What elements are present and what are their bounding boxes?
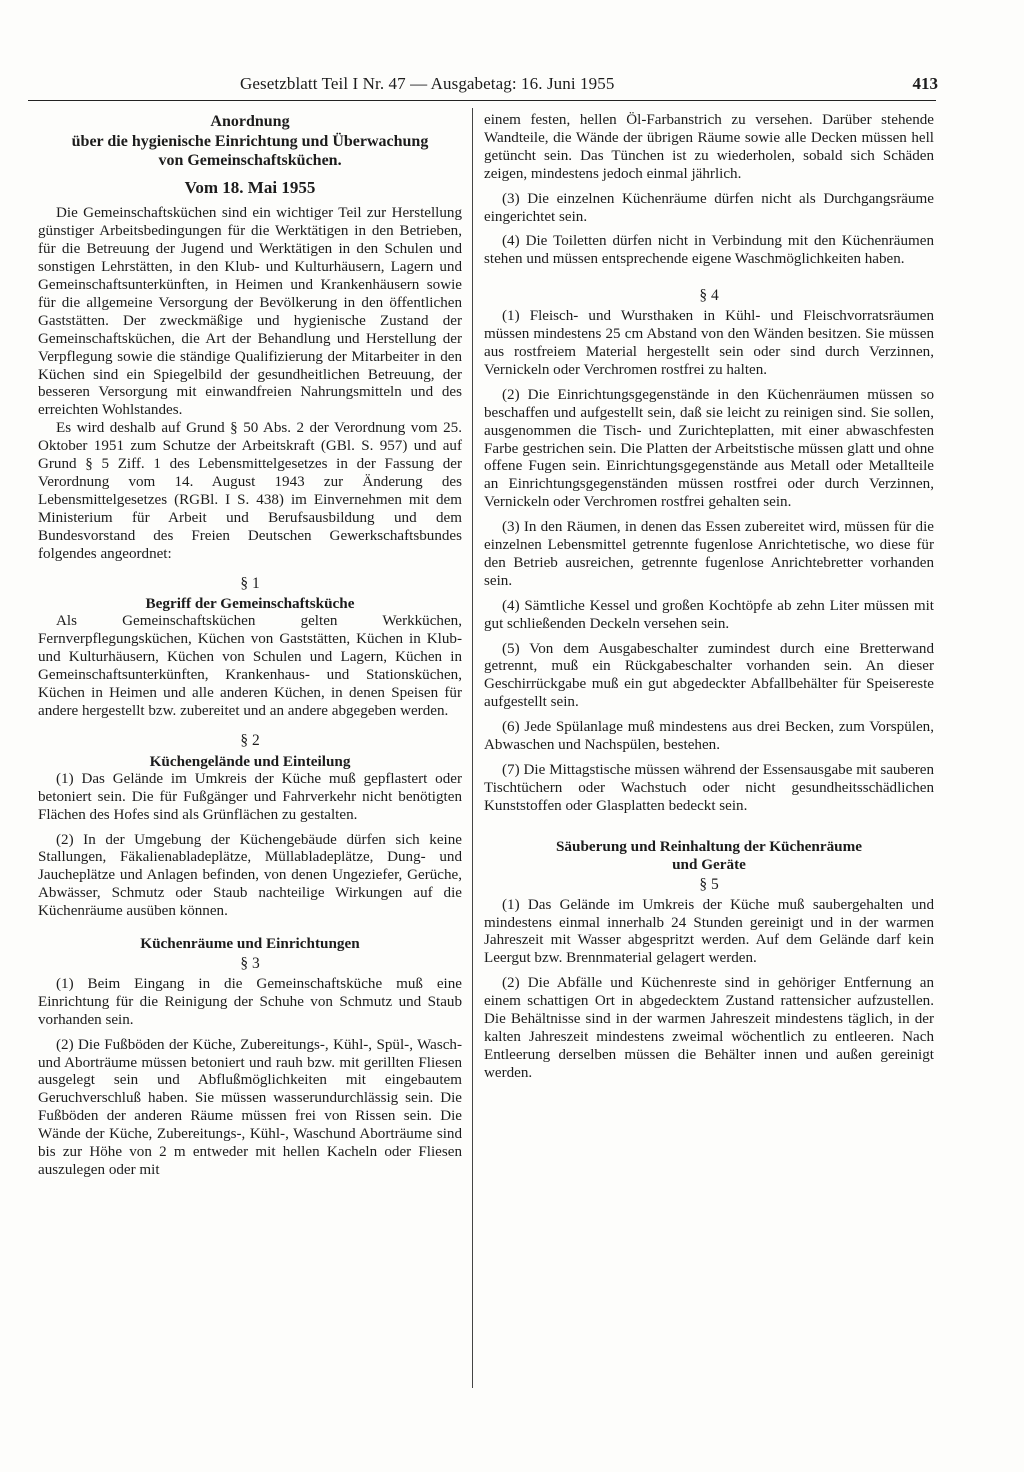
document-title-line-3: von Gemeinschaftsküchen.: [158, 152, 342, 169]
section-4-paragraph-7: (7) Die Mittagstische müssen während der Essensausgabe mit sauberen Tischtüchern oder Wachstuch oder nicht gesundheitsschädlichen Kunststoffen oder Glasplatten bedeckt sein.: [484, 762, 934, 814]
section-2-paragraph-1: (1) Das Gelände im Umkreis der Küche muß gepflastert oder betoniert sein. Die für Fußgänger und Fahrverkehr nicht benötigten Flächen des Hofes sind als Grünflächen zu gestalten.: [38, 770, 462, 823]
section-4-paragraph-4: (4) Sämtliche Kessel und großen Kochtöpfe ab zehn Liter müssen mit gut schließenden Deckeln versehen sein.: [484, 597, 934, 632]
section-2-paragraph-2: (2) In der Umgebung der Küchengebäude dürfen sich keine Stallungen, Fäkalienabladeplätze, Müllabladeplätze, Dung- und Jaucheplätze und Anlagen befinden, von denen Ungeziefer, Gerüche, Abwässer, Schmutz oder Staub nachteilige Wirkungen auf die Küchenräume ausüben können.: [38, 831, 462, 920]
section-1-number: § 1: [240, 574, 260, 592]
section-2-heading: Küchengelände und Einteilung: [149, 752, 351, 770]
section-4-number: § 4: [699, 287, 719, 305]
preamble-paragraph-2: Es wird deshalb auf Grund § 50 Abs. 2 der Verordnung vom 25. Oktober 1951 zum Schutze der Arbeitskraft (GBl. S. 957) und auf Grund § 5 Ziff. 1 des Lebensmittelgesetzes in der Fassung der Verordnung vom 14. August 1943 zur Änderung des Lebensmittelgesetzes (RGBl. I S. 438) im Einvernehmen mit dem Ministerium für Arbeit und Berufsausbildung und dem Bundesvorstand des Freien Deutschen Gewerkschaftsbundes folgendes angeordnet:: [38, 420, 462, 562]
section-3-number: § 3: [240, 955, 260, 973]
left-column: [38, 112, 462, 1180]
page-number: 413: [912, 74, 938, 93]
section-3-heading: Küchenräume und Einrichtungen: [140, 935, 360, 953]
page-header: [28, 76, 936, 101]
section-4-paragraph-5: (5) Von dem Ausgabeschalter zumindest durch eine Bretterwand getrennt, muß ein Rückgabeschalter vorhanden sein. An dieser Geschirrückgabe muß ein gut abgedeckter Abfallbehälter für Speisereste aufgestellt sein.: [484, 640, 934, 711]
section-spacer: [484, 816, 934, 826]
section-3-paragraph-4: (4) Die Toiletten dürfen nicht in Verbindung mit den Küchenräumen stehen und müssen entsprechende eigene Waschmöglichkeiten haben.: [484, 233, 934, 268]
section-3-paragraph-3: (3) Die einzelnen Küchenräume dürfen nicht als Durchgangsräume eingerichtet sein.: [484, 190, 934, 225]
column-divider: [472, 108, 473, 1388]
section-3-paragraph-2: (2) Die Fußböden der Küche, Zubereitungs-, Kühl-, Spül-, Wasch- und Aborträume müssen betoniert und rauh bzw. mit gerillten Fliesen ausgelegt sein und Abflußmöglichkeiten mit eingebautem Geruchverschluß haben. Sie müssen wasserundurchlässig sein. Die Fußböden der anderen Räume müssen frei von Rissen sein. Die Wände der Küche, Zubereitungs-, Kühl-, Waschund Aborträume sind bis zur Höhe von 2 m entweder mit hellen Kacheln oder Fliesen auszulegen oder mit: [38, 1036, 462, 1178]
section-5-paragraph-1: (1) Das Gelände im Umkreis der Küche muß saubergehalten und mindestens einmal innerhalb 24 Stunden gereinigt und in der warmen Jahreszeit mit Wasser abgespritzt werden. Auf dem Gelände darf kein Leergut bzw. Brennmaterial gelagert werden.: [484, 896, 934, 967]
right-column: [484, 112, 934, 1083]
section-1-heading: Begriff der Gemeinschaftsküche: [145, 595, 355, 613]
section-5-heading-line-2: und Geräte: [672, 855, 746, 873]
section-5-number: § 5: [699, 875, 719, 893]
section-4-paragraph-3: (3) In den Räumen, in denen das Essen zubereitet wird, müssen für die einzelnen Lebensmittel getrennte fugenlose Anrichtetische, wo diese für den Betrieb ausreichen, getrennte fugenlose Anrichtebretter vorhanden sein.: [484, 519, 934, 589]
section-1-text: Als Gemeinschaftsküchen gelten Werkküchen, Fernverpflegungsküchen, Küchen von Gaststätten, Küchen in Klub- und Kulturhäusern, Küchen von Schulen und Lagern, Küchen in Gemeinschaftsunterkünften, Krankenhaus- und Stationsküchen, Küchen in Heimen und alle anderen Küchen, in denen Speisen für andere hergestellt bzw. zubereitet und an andere abgegeben werden.: [38, 613, 462, 719]
section-4-paragraph-2: (2) Die Einrichtungsgegenstände in den Küchenräumen müssen so beschaffen und aufgestellt sein, daß sie leicht zu reinigen sind. Sie sollen, ausgenommen die Tisch- und Zurichteplatten, mit einer abwaschfesten Farbe gestrichen sein. Die Platten der Arbeitstische müssen glatt und ohne offene Fugen sein. Einrichtungsgegenstände aus Metall oder Metallteile an Einrichtungsgegenständen müssen rostfrei oder durch Verzinnen, Vernickeln oder Verchromen rostfrei gehalten sein.: [484, 386, 934, 511]
header-title: Gesetzblatt Teil I Nr. 47 — Ausgabetag: 16. Juni 1955: [240, 74, 615, 93]
section-3-paragraph-2-continued: einem festen, hellen Öl-Farbanstrich zu versehen. Darüber stehende Wandteile, die Wände der übrigen Räume sowie alle Decken müssen hell getüncht sein. Das Tünchen ist zu wiederholen, sobald sich Schäden zeigen, mindestens jedoch einmal jährlich.: [484, 112, 934, 182]
document-title-line-1: Anordnung: [210, 113, 290, 130]
section-5-paragraph-2: (2) Die Abfälle und Küchenreste sind in gehöriger Entfernung an einem schattigen Ort in abgedecktem Zustand rattensicher aufzustellen. Die Behältnisse sind in der warmen Jahreszeit mindestens täglich, in der kalten Jahreszeit mindestens zweimal wöchentlich zu entleeren. Nach Entleerung derselben müssen die Behälter innen und außen gereinigt werden.: [484, 975, 934, 1081]
section-2-number: § 2: [240, 731, 260, 749]
preamble-paragraph-1: Die Gemeinschaftsküchen sind ein wichtiger Teil zur Herstellung günstiger Arbeitsbedingungen für die Werktätigen in den Betrieben, für die Betreuung der Jugend und Werktätigen in den Schulen und sonstigen Lehrstätten, in den Klub- und Kulturhäusern, Lagern und Gemeinschaftsunterkünften, in Heimen und Krankenhäusern sowie für die allgemeine Versorgung der Bevölkerung in den öffentlichen Gaststätten. Der zweckmäßige und hygienische Zustand der Gemeinschaftsküchen, die Art der Behandlung und Herstellung der Verpflegung sowie die ständige Qualifizierung der Mitarbeiter in den Küchen sind ein Spiegelbild der gesundheitlichen Betreuung, der besseren Versorgung mit einwandfreien Nahrungsmitteln und des erreichten Wohlstandes.: [38, 205, 462, 419]
section-5-heading-line-1: Säuberung und Reinhaltung der Küchenräume: [555, 837, 863, 855]
section-4-paragraph-6: (6) Jede Spülanlage muß mindestens aus drei Becken, zum Vorspülen, Abwaschen und Nachspülen, bestehen.: [484, 719, 934, 754]
section-4-paragraph-1: (1) Fleisch- und Wursthaken in Kühl- und Fleischvorratsräumen müssen mindestens 25 cm Abstand von den Wänden besitzen. Sie müssen aus rostfreiem Material hergestellt sein oder sind durch Verzinnen, Vernickeln oder Verchromen rostfrei zu halten.: [484, 308, 934, 378]
document-date: Vom 18. Mai 1955: [184, 177, 316, 197]
document-title-line-2: über die hygienische Einrichtung und Überwachung: [71, 132, 429, 150]
section-3-paragraph-1: (1) Beim Eingang in die Gemeinschaftsküche muß eine Einrichtung für die Reinigung der Schuhe von Schmutz und Staub vorhanden sein.: [38, 975, 462, 1028]
